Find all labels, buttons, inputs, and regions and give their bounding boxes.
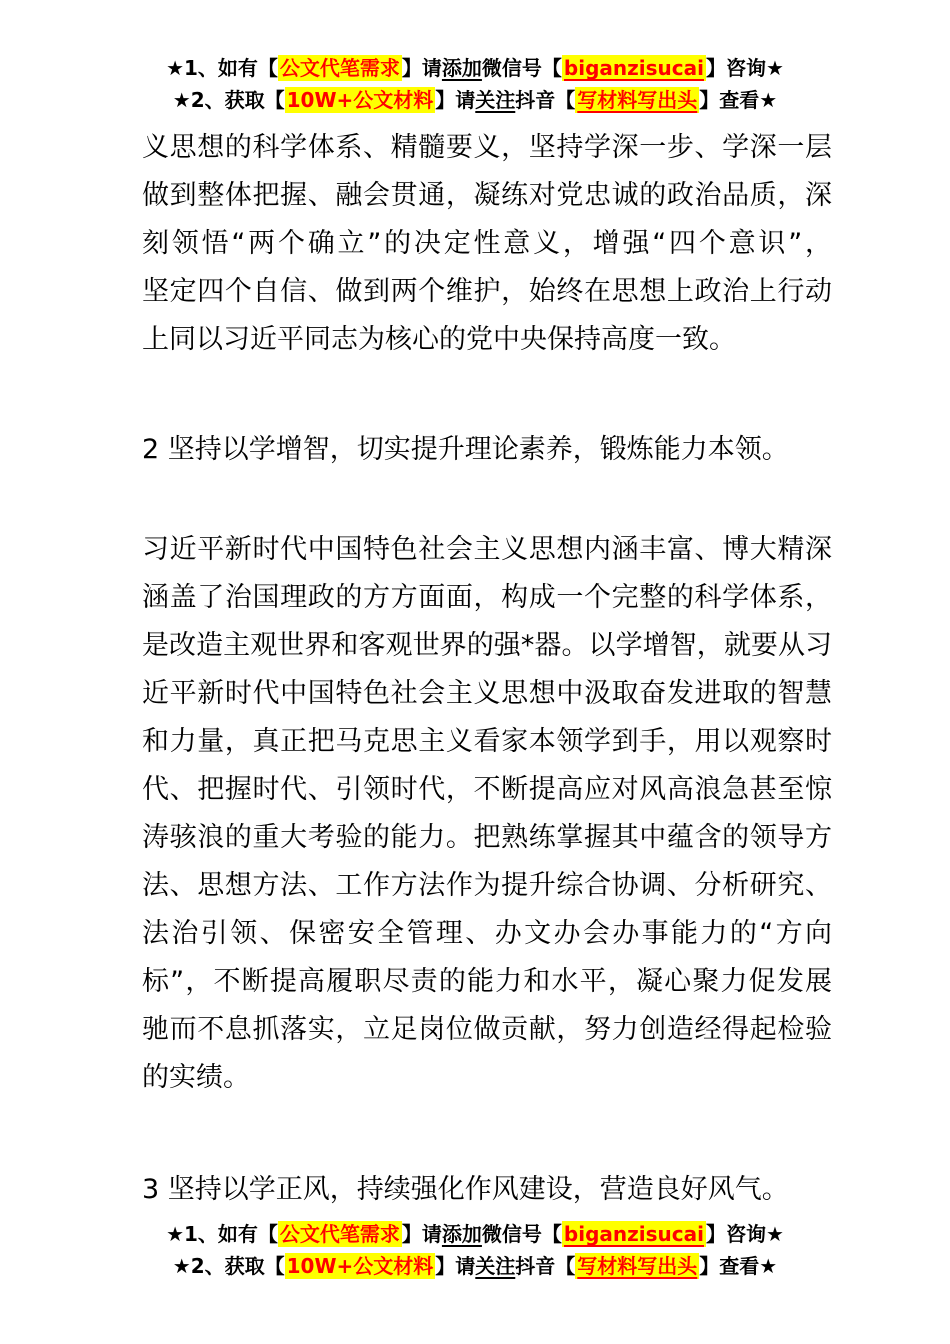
- promo-text: 】请: [435, 1254, 476, 1278]
- promo-text: ★2、获取【: [172, 88, 285, 112]
- douyin-handle-link[interactable]: 写材料写出头: [577, 1254, 698, 1278]
- body-line: 义思想的科学体系、精髓要义，坚持学深一步、学深一层: [142, 132, 832, 163]
- wechat-id-link[interactable]: biganzisucai: [563, 1222, 704, 1246]
- body-line: 的实绩。: [142, 1062, 250, 1093]
- highlight-service-tag: 公文代笔需求: [279, 1222, 400, 1246]
- underline-action-text: 关注: [475, 1254, 516, 1278]
- promo-text: 抖音【: [515, 1254, 576, 1278]
- promo-line-2: [0, 84, 950, 116]
- paragraph-3: [142, 526, 832, 1102]
- promo-text: ★1、如有【: [166, 1222, 278, 1246]
- promo-text: 】查看★: [699, 88, 778, 112]
- body-line: 和力量，真正把马克思主义看家本领学到手，用以观察时: [142, 726, 832, 757]
- header-promo-banner: [0, 52, 950, 116]
- promo-text: ★2、获取【: [172, 1254, 285, 1278]
- body-line: 是改造主观世界和客观世界的强*器。以学增智，就要从习: [142, 630, 832, 661]
- body-line: 驰而不息抓落实，立足岗位做贡献，努力创造经得起检验: [142, 1014, 832, 1045]
- underline-action-text: 关注: [475, 88, 516, 112]
- promo-text: 抖音【: [515, 88, 576, 112]
- highlight-material-tag: 10W+公文材料: [286, 1254, 434, 1278]
- section-heading-3: 3 坚持以学正风，持续强化作风建设，营造良好风气。: [142, 1174, 789, 1205]
- promo-text: 】咨询★: [706, 1222, 784, 1246]
- promo-text: 微信号【: [481, 1222, 562, 1246]
- promo-text: 】请: [401, 1222, 442, 1246]
- body-line: 涵盖了治国理政的方方面面，构成一个完整的科学体系，: [142, 582, 832, 613]
- body-line: 法、思想方法、工作方法作为提升综合协调、分析研究、: [142, 870, 832, 901]
- document-body: [142, 124, 832, 1214]
- promo-text: 】查看★: [699, 1254, 778, 1278]
- underline-action-text: 添加: [441, 1222, 482, 1246]
- promo-line-1: [0, 1218, 950, 1250]
- body-line: 刻领悟“两个确立”的决定性意义，增强“四个意识”，: [142, 228, 832, 259]
- promo-text: 】咨询★: [706, 56, 784, 80]
- promo-text: 】请: [435, 88, 476, 112]
- body-line: 近平新时代中国特色社会主义思想中汲取奋发进取的智慧: [142, 678, 832, 709]
- section-heading-2: 2 坚持以学增智，切实提升理论素养，锻炼能力本领。: [142, 434, 789, 465]
- body-line: 习近平新时代中国特色社会主义思想内涵丰富、博大精深: [142, 534, 832, 565]
- body-line: 标”，不断提高履职尽责的能力和水平，凝心聚力促发展: [142, 966, 832, 997]
- douyin-handle-link[interactable]: 写材料写出头: [577, 88, 698, 112]
- footer-promo-banner: [0, 1218, 950, 1282]
- body-line: 坚定四个自信、做到两个维护，始终在思想上政治上行动: [142, 276, 832, 307]
- promo-text: 】请: [401, 56, 442, 80]
- promo-text: ★1、如有【: [166, 56, 278, 80]
- highlight-material-tag: 10W+公文材料: [286, 88, 434, 112]
- promo-line-2: [0, 1250, 950, 1282]
- promo-text: 微信号【: [481, 56, 562, 80]
- paragraph-1: [142, 124, 832, 364]
- wechat-id-link[interactable]: biganzisucai: [563, 56, 704, 80]
- highlight-service-tag: 公文代笔需求: [279, 56, 400, 80]
- promo-line-1: [0, 52, 950, 84]
- body-line: 代、把握时代、引领时代，不断提高应对风高浪急甚至惊: [142, 774, 832, 805]
- underline-action-text: 添加: [441, 56, 482, 80]
- body-line: 上同以习近平同志为核心的党中央保持高度一致。: [142, 324, 736, 355]
- body-line: 法治引领、保密安全管理、办文办会办事能力的“方向: [142, 918, 832, 949]
- body-line: 做到整体把握、融会贯通，凝练对党忠诚的政治品质，深: [142, 180, 832, 211]
- body-line: 涛骇浪的重大考验的能力。把熟练掌握其中蕴含的领导方: [142, 822, 832, 853]
